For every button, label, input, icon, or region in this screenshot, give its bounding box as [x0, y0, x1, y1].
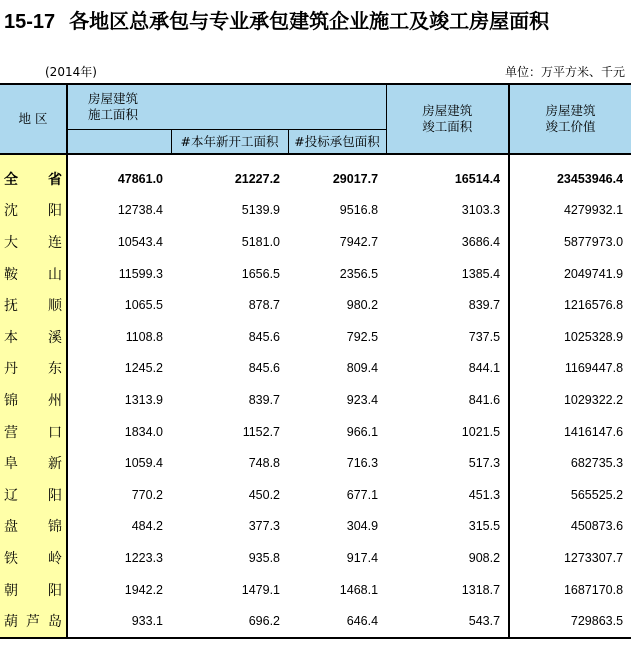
construction-cell: 1313.9: [124, 392, 163, 407]
construction-cell: 1942.2: [124, 582, 163, 597]
region-cell: 本 溪: [0, 321, 67, 353]
completed-cell: 737.5: [386, 321, 509, 353]
header-construction-area: 房屋建筑 施工面积: [67, 84, 386, 130]
bid-cell: 646.4: [288, 605, 386, 638]
bid-cell: 677.1: [346, 487, 379, 502]
table-row: [0, 479, 631, 511]
region-cell: 辽 阳: [0, 479, 67, 511]
completed-cell: 1318.7: [386, 574, 509, 606]
value-cell: 2049741.9: [563, 266, 624, 281]
header-region: 地 区: [0, 84, 67, 154]
page-title: [4, 5, 549, 34]
header-completed-value: 房屋建筑 竣工价值: [509, 84, 631, 154]
value-cell: 1416147.6: [563, 424, 624, 439]
construction-cell: 1065.5: [124, 298, 163, 313]
unit-label: 单位：万平方米、千元: [504, 65, 625, 79]
value-cell: 1029322.2: [563, 392, 624, 407]
region-cell: 铁 岭: [0, 542, 67, 574]
construction-cell: 1834.0: [124, 424, 163, 439]
new-started-cell: 878.7: [248, 298, 280, 313]
completed-cell: 543.7: [386, 605, 509, 638]
statistics-table: [0, 83, 631, 639]
table-number: 15-17: [4, 11, 56, 33]
region-cell: 葫 芦 岛: [0, 605, 67, 638]
value-cell: 450873.6: [570, 519, 624, 534]
value-cell: 1687170.8: [563, 582, 624, 597]
table-row: [0, 321, 631, 353]
header-construction-spacer: [67, 130, 171, 155]
region-cell: 朝 阳: [0, 574, 67, 606]
bid-cell: 1468.1: [339, 582, 379, 597]
value-cell: 1273307.7: [563, 550, 624, 565]
value-cell: 1216576.8: [563, 298, 624, 313]
new-started-cell: 21227.2: [234, 171, 280, 186]
new-started-cell: 5181.0: [241, 234, 280, 249]
bid-cell: 966.1: [346, 424, 379, 439]
value-cell: 729863.5: [509, 605, 631, 638]
completed-cell: 908.2: [386, 542, 509, 574]
construction-cell: 12738.4: [117, 203, 163, 218]
bid-cell: 809.4: [346, 361, 379, 376]
header-bid-contracted: #投标承包面积: [288, 130, 386, 155]
value-cell: 565525.2: [570, 487, 624, 502]
bid-cell: 9516.8: [339, 203, 379, 218]
completed-cell: 844.1: [386, 353, 509, 385]
bid-cell: 716.3: [346, 456, 379, 471]
value-cell: 1025328.9: [563, 329, 624, 344]
construction-cell: 1059.4: [124, 456, 163, 471]
new-started-cell: 935.8: [248, 550, 280, 565]
region-cell: 大 连: [0, 226, 67, 258]
new-started-cell: 696.2: [171, 605, 288, 638]
construction-cell: 1108.8: [125, 329, 163, 344]
header-new-started: #本年新开工面积: [171, 130, 288, 155]
region-cell: 盘 锦: [0, 511, 67, 543]
construction-cell: 47861.0: [117, 171, 163, 186]
bid-cell: 2356.5: [339, 266, 379, 281]
new-started-cell: 839.7: [248, 392, 280, 407]
table-row: [0, 542, 631, 574]
new-started-cell: 845.6: [248, 361, 280, 376]
header-completed-area: 房屋建筑 竣工面积: [386, 84, 509, 154]
value-cell: 23453946.4: [556, 171, 624, 186]
completed-cell: 16514.4: [386, 163, 509, 195]
new-started-cell: 1656.5: [241, 266, 280, 281]
table-row: [0, 289, 631, 321]
table-row: [0, 258, 631, 290]
new-started-cell: 450.2: [248, 487, 280, 502]
table-row: [0, 226, 631, 258]
construction-cell: 484.2: [131, 519, 163, 534]
completed-cell: 839.7: [386, 289, 509, 321]
region-cell: 全 省: [0, 163, 67, 195]
region-cell: 锦 州: [0, 384, 67, 416]
region-cell: 丹 东: [0, 353, 67, 385]
table-row: [0, 195, 631, 227]
completed-cell: 3103.3: [386, 195, 509, 227]
new-started-cell: 748.8: [248, 456, 280, 471]
region-cell: 沈 阳: [0, 195, 67, 227]
value-cell: 4279932.1: [563, 203, 624, 218]
table-row: [0, 163, 631, 195]
year-label: (2014年): [45, 65, 97, 79]
bid-cell: 29017.7: [332, 171, 379, 186]
new-started-cell: 845.6: [248, 329, 280, 344]
completed-cell: 1385.4: [386, 258, 509, 290]
region-cell: 鞍 山: [0, 258, 67, 290]
table-row: [0, 353, 631, 385]
value-cell: 1169447.8: [564, 361, 624, 376]
value-cell: 682735.3: [570, 456, 624, 471]
construction-cell: 770.2: [131, 487, 163, 502]
construction-cell: 11599.3: [118, 266, 163, 281]
completed-cell: 315.5: [386, 511, 509, 543]
bid-cell: 917.4: [346, 550, 379, 565]
completed-cell: 451.3: [386, 479, 509, 511]
region-cell: 营 口: [0, 416, 67, 448]
construction-cell: 10543.4: [117, 234, 163, 249]
bid-cell: 923.4: [346, 392, 379, 407]
completed-cell: 517.3: [386, 447, 509, 479]
table-row: [0, 511, 631, 543]
construction-cell: 1245.2: [124, 361, 163, 376]
table-row: [0, 574, 631, 606]
table-row: [0, 384, 631, 416]
new-started-cell: 377.3: [248, 519, 280, 534]
value-cell: 5877973.0: [563, 234, 624, 249]
bid-cell: 7942.7: [339, 234, 379, 249]
bid-cell: 980.2: [346, 298, 379, 313]
table-row: [0, 416, 631, 448]
region-cell: 阜 新: [0, 447, 67, 479]
table-title: 各地区总承包与专业承包建筑企业施工及竣工房屋面积: [69, 9, 550, 33]
bid-cell: 792.5: [346, 329, 379, 344]
table-row: [0, 605, 631, 638]
table-row: [0, 447, 631, 479]
new-started-cell: 1479.1: [241, 582, 280, 597]
new-started-cell: 1152.7: [242, 424, 280, 439]
completed-cell: 1021.5: [386, 416, 509, 448]
construction-cell: 933.1: [67, 605, 171, 638]
completed-cell: 3686.4: [386, 226, 509, 258]
construction-cell: 1223.3: [124, 550, 163, 565]
completed-cell: 841.6: [386, 384, 509, 416]
bid-cell: 304.9: [346, 519, 379, 534]
region-cell: 抚 顺: [0, 289, 67, 321]
new-started-cell: 5139.9: [241, 203, 280, 218]
